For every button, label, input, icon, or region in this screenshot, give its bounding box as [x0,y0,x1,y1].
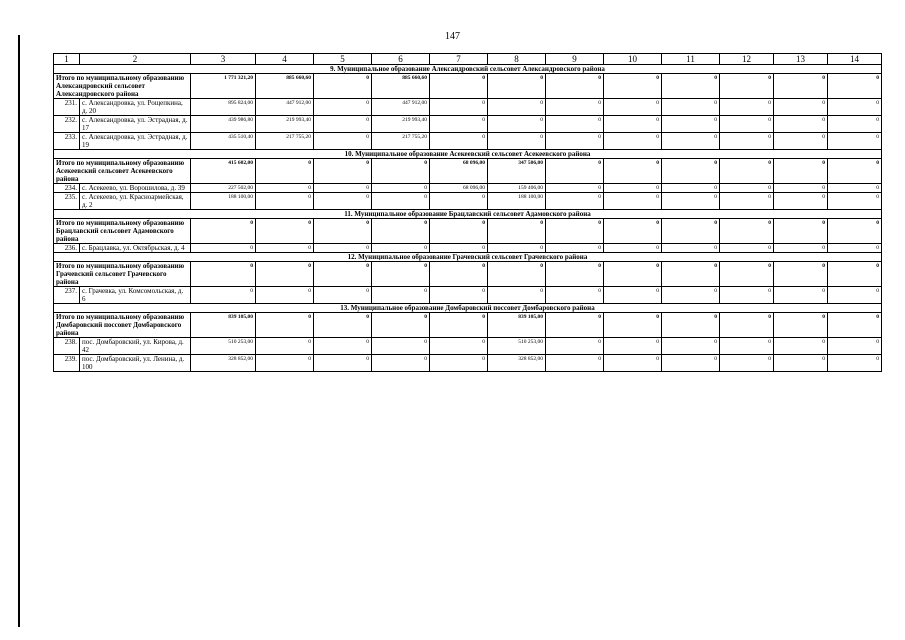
value-cell: 0 [256,287,314,304]
value-cell: 0 [488,244,546,253]
total-value-cell: 885 660,60 [256,74,314,99]
table-row [54,133,882,150]
total-value-cell: 0 [774,313,828,338]
section-title: 9. Муниципальное образование Александровский сельсовет Александровского района [54,65,882,74]
row-address: с. Асекеево, ул. Красноармейская, д. 2 [80,193,191,210]
value-cell: 0 [372,355,430,372]
value-cell: 0 [774,244,828,253]
total-value-cell: 0 [662,74,720,99]
value-cell: 0 [774,338,828,355]
total-label: Итого по муниципальному образованию Асекеевский сельсовет Асекеевского района [54,159,191,184]
value-cell: 0 [488,287,546,304]
column-number: 5 [314,54,372,65]
value-cell: 0 [314,193,372,210]
value-cell: 0 [604,244,662,253]
total-row [54,159,882,184]
value-cell: 0 [372,193,430,210]
value-cell: 0 [546,287,604,304]
value-cell: 0 [828,338,882,355]
column-number: 4 [256,54,314,65]
row-index: 231. [54,99,80,116]
value-cell: 0 [372,338,430,355]
value-cell: 0 [774,355,828,372]
row-address: с. Брацлавка, ул. Октябрьская, д. 4 [80,244,191,253]
value-cell: 0 [774,184,828,193]
row-index: 235. [54,193,80,210]
total-value-cell: 0 [604,74,662,99]
table-row [54,287,882,304]
total-value-cell: 0 [774,74,828,99]
value-cell: 0 [720,287,774,304]
column-number: 7 [430,54,488,65]
row-index: 239. [54,355,80,372]
value-cell: 0 [828,193,882,210]
total-row [54,262,882,287]
column-number: 11 [662,54,720,65]
row-address: с. Александровка, ул. Эстрадная, д. 17 [80,116,191,133]
value-cell: 0 [430,338,488,355]
value-cell: 0 [372,184,430,193]
section-header-row [54,65,882,74]
total-value-cell: 839 105,00 [191,313,256,338]
value-cell: 0 [774,116,828,133]
total-value-cell: 0 [604,262,662,287]
total-value-cell: 0 [828,313,882,338]
value-cell: 0 [720,133,774,150]
value-cell: 217 755,20 [256,133,314,150]
value-cell: 0 [720,355,774,372]
value-cell: 0 [604,355,662,372]
row-address: с. Александровка, ул. Эстрадная, д. 19 [80,133,191,150]
value-cell: 0 [430,193,488,210]
row-index: 237. [54,287,80,304]
value-cell: 328 852,00 [488,355,546,372]
value-cell: 328 852,00 [191,355,256,372]
total-value-cell: 0 [662,313,720,338]
total-value-cell: 0 [314,313,372,338]
total-value-cell: 0 [662,262,720,287]
total-value-cell: 415 602,00 [191,159,256,184]
total-value-cell: 0 [546,74,604,99]
total-value-cell: 0 [774,219,828,244]
value-cell: 0 [314,133,372,150]
table-row [54,99,882,116]
row-index: 234. [54,184,80,193]
section-header-row [54,150,882,159]
value-cell: 0 [828,287,882,304]
value-cell: 0 [828,244,882,253]
column-number: 13 [774,54,828,65]
total-label: Итого по муниципальному образованию Брацлавский сельсовет Адамовского района [54,219,191,244]
total-value-cell: 0 [828,262,882,287]
total-value-cell: 0 [488,74,546,99]
value-cell: 439 986,80 [191,116,256,133]
value-cell: 0 [546,133,604,150]
column-number: 2 [80,54,191,65]
value-cell: 0 [191,287,256,304]
row-address: с. Асекеево, ул. Ворошилова, д. 39 [80,184,191,193]
value-cell: 0 [720,184,774,193]
total-value-cell: 0 [720,74,774,99]
value-cell: 188 100,00 [488,193,546,210]
total-label: Итого по муниципальному образованию Домбаровский поссовет Домбаровского района [54,313,191,338]
value-cell: 0 [314,116,372,133]
table-row [54,338,882,355]
row-index: 238. [54,338,80,355]
total-value-cell: 0 [256,262,314,287]
value-cell: 0 [662,287,720,304]
value-cell: 219 993,40 [372,116,430,133]
value-cell: 0 [828,355,882,372]
table-row [54,116,882,133]
value-cell: 0 [546,99,604,116]
value-cell: 0 [256,244,314,253]
total-value-cell: 347 506,00 [488,159,546,184]
column-number: 6 [372,54,430,65]
value-cell: 447 912,00 [372,99,430,116]
column-number: 14 [828,54,882,65]
total-value-cell: 0 [256,159,314,184]
total-value-cell: 0 [314,262,372,287]
value-cell: 0 [774,287,828,304]
value-cell: 0 [774,99,828,116]
total-value-cell: 0 [720,313,774,338]
value-cell: 0 [430,99,488,116]
page-edge-line [18,35,20,627]
value-cell: 0 [546,193,604,210]
section-header-row [54,304,882,313]
total-row [54,74,882,99]
value-cell: 0 [314,244,372,253]
value-cell: 0 [828,184,882,193]
section-title: 12. Муниципальное образование Грачевский сельсовет Грачевского района [54,253,882,262]
total-value-cell: 0 [828,219,882,244]
value-cell: 0 [774,193,828,210]
total-value-cell: 0 [191,219,256,244]
value-cell: 0 [604,184,662,193]
row-index: 236. [54,244,80,253]
total-value-cell: 0 [430,313,488,338]
total-value-cell: 0 [774,159,828,184]
total-value-cell: 1 771 321,20 [191,74,256,99]
column-number: 10 [604,54,662,65]
total-label: Итого по муниципальному образованию Грачевский сельсовет Грачевского района [54,262,191,287]
value-cell: 219 993,40 [256,116,314,133]
total-value-cell: 0 [662,159,720,184]
total-value-cell: 0 [774,262,828,287]
total-value-cell: 885 660,60 [372,74,430,99]
value-cell: 510 253,00 [488,338,546,355]
value-cell: 0 [662,355,720,372]
value-cell: 0 [314,99,372,116]
total-value-cell: 0 [372,219,430,244]
total-value-cell: 0 [430,74,488,99]
value-cell: 0 [256,338,314,355]
value-cell: 0 [720,338,774,355]
value-cell: 188 100,00 [191,193,256,210]
row-address: с. Александровка, ул. Рощепкина, д. 20 [80,99,191,116]
total-value-cell: 0 [256,313,314,338]
value-cell: 0 [430,287,488,304]
total-value-cell: 68 096,00 [430,159,488,184]
total-value-cell: 0 [720,262,774,287]
row-address: пос. Домбаровский, ул. Кирова, д. 42 [80,338,191,355]
value-cell: 0 [372,287,430,304]
value-cell: 0 [662,244,720,253]
value-cell: 0 [546,116,604,133]
total-value-cell: 0 [488,262,546,287]
total-value-cell: 0 [662,219,720,244]
value-cell: 0 [256,193,314,210]
total-value-cell: 0 [828,159,882,184]
value-cell: 0 [430,133,488,150]
total-value-cell: 0 [828,74,882,99]
column-number-row [54,54,882,65]
section-header-row [54,210,882,219]
total-row [54,313,882,338]
row-address: пос. Домбаровский, ул. Ленина, д. 100 [80,355,191,372]
total-value-cell: 0 [430,219,488,244]
value-cell: 0 [546,338,604,355]
value-cell: 447 912,00 [256,99,314,116]
value-cell: 0 [720,99,774,116]
total-label: Итого по муниципальному образованию Александровский сельсовет Александровского района [54,74,191,99]
value-cell: 0 [662,133,720,150]
value-cell: 0 [604,193,662,210]
value-cell: 0 [720,193,774,210]
total-value-cell: 0 [430,262,488,287]
value-cell: 0 [372,244,430,253]
section-header-row [54,253,882,262]
value-cell: 0 [546,184,604,193]
value-cell: 0 [430,116,488,133]
value-cell: 0 [604,338,662,355]
value-cell: 510 253,00 [191,338,256,355]
total-value-cell: 0 [314,74,372,99]
value-cell: 0 [720,244,774,253]
section-title: 11. Муниципальное образование Брацлавский сельсовет Адамовского района [54,210,882,219]
section-title: 10. Муниципальное образование Асекеевский сельсовет Асекеевского района [54,150,882,159]
total-value-cell: 0 [604,219,662,244]
total-value-cell: 0 [604,159,662,184]
total-value-cell: 0 [372,159,430,184]
total-value-cell: 839 105,00 [488,313,546,338]
value-cell: 0 [828,99,882,116]
row-index: 232. [54,116,80,133]
total-value-cell: 0 [546,159,604,184]
value-cell: 0 [774,133,828,150]
value-cell: 0 [488,99,546,116]
value-cell: 435 510,40 [191,133,256,150]
total-row [54,219,882,244]
value-cell: 0 [720,116,774,133]
value-cell: 0 [430,244,488,253]
value-cell: 895 824,00 [191,99,256,116]
value-cell: 0 [662,338,720,355]
column-number: 1 [54,54,80,65]
row-address: с. Грачевка, ул. Комсомольская, д. 6 [80,287,191,304]
data-table [53,53,882,372]
value-cell: 0 [546,355,604,372]
value-cell: 0 [314,338,372,355]
value-cell: 0 [430,355,488,372]
value-cell: 0 [604,133,662,150]
value-cell: 68 096,00 [430,184,488,193]
value-cell: 159 406,00 [488,184,546,193]
total-value-cell: 0 [546,262,604,287]
value-cell: 0 [662,99,720,116]
total-value-cell: 0 [720,219,774,244]
column-number: 12 [720,54,774,65]
table-row [54,244,882,253]
section-title: 13. Муниципальное образование Домбаровский поссовет Домбаровского района [54,304,882,313]
value-cell: 0 [314,287,372,304]
total-value-cell: 0 [314,159,372,184]
column-number: 8 [488,54,546,65]
value-cell: 227 502,00 [191,184,256,193]
value-cell: 0 [662,184,720,193]
value-cell: 0 [488,133,546,150]
total-value-cell: 0 [488,219,546,244]
value-cell: 0 [314,184,372,193]
value-cell: 0 [604,116,662,133]
total-value-cell: 0 [372,262,430,287]
value-cell: 0 [828,133,882,150]
column-number: 9 [546,54,604,65]
value-cell: 0 [604,287,662,304]
value-cell: 0 [662,193,720,210]
value-cell: 217 755,20 [372,133,430,150]
total-value-cell: 0 [372,313,430,338]
table-row [54,355,882,372]
value-cell: 0 [256,355,314,372]
total-value-cell: 0 [720,159,774,184]
value-cell: 0 [191,244,256,253]
value-cell: 0 [314,355,372,372]
total-value-cell: 0 [546,219,604,244]
total-value-cell: 0 [546,313,604,338]
page-number: 147 [445,31,460,42]
column-number: 3 [191,54,256,65]
total-value-cell: 0 [256,219,314,244]
total-value-cell: 0 [604,313,662,338]
value-cell: 0 [662,116,720,133]
table-row [54,193,882,210]
table-row [54,184,882,193]
value-cell: 0 [828,116,882,133]
total-value-cell: 0 [314,219,372,244]
value-cell: 0 [604,99,662,116]
value-cell: 0 [488,116,546,133]
value-cell: 0 [546,244,604,253]
row-index: 233. [54,133,80,150]
total-value-cell: 0 [191,262,256,287]
value-cell: 0 [256,184,314,193]
